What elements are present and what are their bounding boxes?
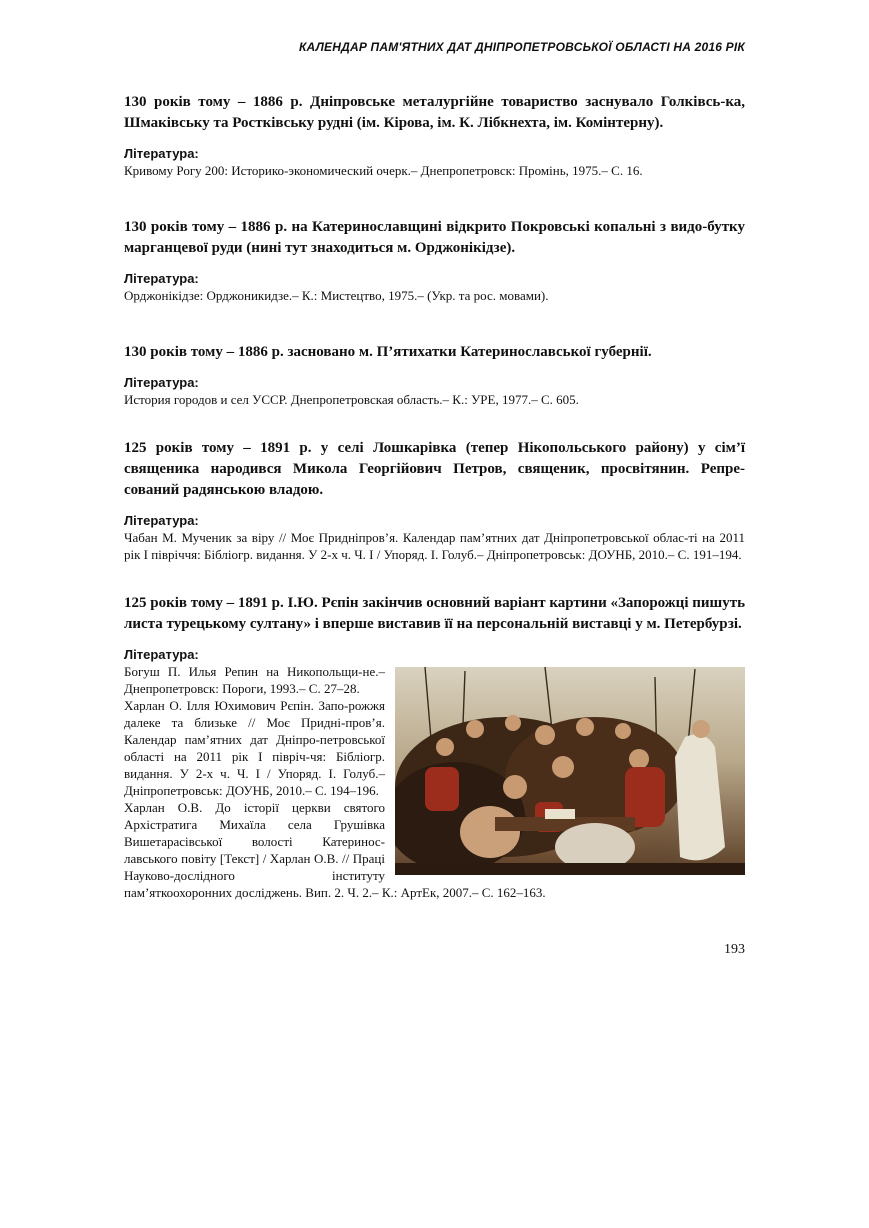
entry-2 <box>124 217 745 304</box>
literature-label: Література: <box>124 647 199 662</box>
literature-item: Харлан О.В. До історії церкви святого Архістратига Михаїла села Грушівка Вишетарасівської волості Катеринос-лавського повіту [Текст] / Харлан О.В. // Праці Науково-дослідного інституту пам’яткоохоронних досліджень. Вип. 2. Ч. 2.– К.: АртЕк, 2007.– С. 162–163. <box>124 800 546 900</box>
entry-5 <box>124 593 745 901</box>
entry-title: 130 років тому – 1886 р. Дніпровське металургійне товариство заснувало Голківсь-ка, Шмаківську та Ростківську рудні (ім. Кірова, ім. К. Лібкнехта, ім. Комінтерну). <box>124 94 745 131</box>
page-content <box>124 92 745 901</box>
page-number: 193 <box>724 942 745 957</box>
entry-title: 125 років тому – 1891 р. І.Ю. Рєпін закінчив основний варіант картини «Запорожці пишуть листа турецькому султану» і вперше виставив її на персональній виставці у м. Петербурзі. <box>124 595 745 632</box>
literature-item: Харлан О. Ілля Юхимович Рєпін. Запо-рожжя далеке та близьке // Моє Придні-пров’я. Календар пам’ятних дат Дніпро-петровської області на 2011 рік І півріч-чя: Бібліогр. видання. У 2-х ч. Ч. І / Упоряд. І. Голуб.– Дніпропетровськ: ДОУНБ, 2010.– С. 194–196. <box>124 698 385 798</box>
literature-label: Література: <box>124 375 199 390</box>
literature-item: Богуш П. Илья Репин на Никопольщи-не.– Днепропетровск: Пороги, 1993.– С. 27–28. <box>124 664 385 696</box>
literature-label: Література: <box>124 271 199 286</box>
repin-cossacks-painting <box>395 667 745 875</box>
literature-item: История городов и сел УССР. Днепропетровская область.– К.: УРЕ, 1977.– С. 605. <box>124 392 579 407</box>
entry-4 <box>124 438 745 563</box>
entry-title: 125 років тому – 1891 р. у селі Лошкарівка (тепер Нікопольського району) у сім’ї священика народився Микола Георгійович Петров, священик, просвітянин. Репре-сований радянською владою. <box>124 440 745 498</box>
literature-label: Література: <box>124 146 199 161</box>
literature-label: Література: <box>124 513 199 528</box>
literature-list <box>124 162 745 179</box>
literature-list <box>124 391 745 408</box>
entry-title: 130 років тому – 1886 р. на Катеринославщині відкрито Покровські копальні з видо-бутку марганцевої руди (нині тут знаходиться м. Орджонікідзе). <box>124 219 745 256</box>
literature-list <box>124 529 745 563</box>
literature-item: Чабан М. Мученик за віру // Моє Придніпров’я. Календар пам’ятних дат Дніпропетровської облас-ті на 2011 рік І півріччя: Бібліогр. видання. У 2-х ч. Ч. І / Упоряд. І. Голуб.– Дніпропетровськ: ДОУНБ, 2010.– С. 191–194. <box>124 530 745 562</box>
entry-title: 130 років тому – 1886 р. засновано м. П’ятихатки Катеринославської губернії. <box>124 344 652 360</box>
entry-3 <box>124 342 745 408</box>
running-header: КАЛЕНДАР ПАМ'ЯТНИХ ДАТ ДНІПРОПЕТРОВСЬКОЇ ОБЛАСТІ НА 2016 РІК <box>298 40 745 54</box>
literature-list <box>124 287 745 304</box>
literature-item: Кривому Рогу 200: Историко-экономический очерк.– Днепропетровск: Промінь, 1975.– С. 16. <box>124 163 643 178</box>
literature-item: Орджонікідзе: Орджоникидзе.– К.: Мистецтво, 1975.– (Укр. та рос. мовами). <box>124 288 549 303</box>
entry-1 <box>124 92 745 179</box>
literature-list <box>124 663 745 901</box>
